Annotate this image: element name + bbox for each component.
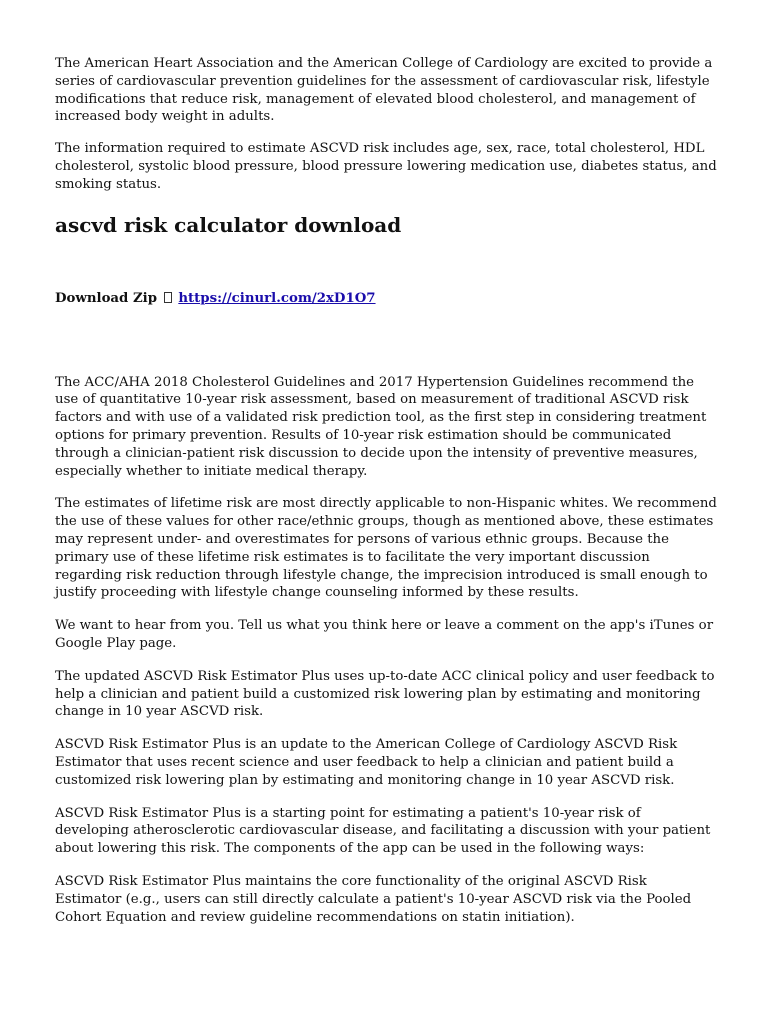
intro-paragraph-2: The information required to estimate ASCVD risk includes age, sex, race, total cholesterol, HDL cholesterol, systolic blood pressure, blood pressure lowering medication use, diabetes status, and smoking status. <box>55 141 717 192</box>
body-paragraph-6: ASCVD Risk Estimator Plus is a starting point for estimating a patient's 10-year risk of developing atherosclerotic cardiovascular disease, and facilitating a discussion with your patient about lowering this risk. The components of the app can be used in the following ways: <box>55 805 711 857</box>
download-label: Download Zip <box>55 290 158 306</box>
body-paragraph-1: The ACC/AHA 2018 Cholesterol Guidelines and 2017 Hypertension Guidelines recommend the use of quantitative 10-year risk assessment, based on measurement of traditional ASCVD risk factors and with use of a validated risk prediction tool, as the first step in considering treatment options for primary prevention. Results of 10-year risk estimation should be communicated through a clinician-patient risk discussion to decide upon the intensity of preventive measures, especially whether to initiate medical therapy. <box>55 374 707 479</box>
box-glyph-icon <box>164 292 172 303</box>
document-page <box>55 55 717 941</box>
body-paragraph-4: The updated ASCVD Risk Estimator Plus uses up-to-date ACC clinical policy and user feedback to help a clinician and patient build a customized risk lowering plan by estimating and monitoring change in 10 year ASCVD risk. <box>55 668 715 720</box>
body-paragraph-3: We want to hear from you. Tell us what you think here or leave a comment on the app's iTunes or Google Play page. <box>55 618 714 651</box>
body-paragraph-2: The estimates of lifetime risk are most directly applicable to non-Hispanic whites. We recommend the use of these values for other race/ethnic groups, though as mentioned above, these estimates may represent under- and overestimates for persons of various ethnic groups. Because the primary use of these lifetime risk estimates is to facilitate the very important discussion regarding risk reduction through lifestyle change, the imprecision introduced is small enough to justify proceeding with lifestyle change counseling informed by these results. <box>55 496 717 601</box>
body-paragraph-7: ASCVD Risk Estimator Plus maintains the core functionality of the original ASCVD Risk Estimator (e.g., users can still directly calculate a patient's 10-year ASCVD risk via the Pooled Cohort Equation and review guideline recommendations on statin initiation). <box>55 873 692 925</box>
download-link[interactable]: https://cinurl.com/2xD1O7 <box>178 290 376 306</box>
spacer <box>55 308 717 374</box>
page-heading: ascvd risk calculator download <box>55 212 402 237</box>
download-line <box>55 290 717 308</box>
intro-paragraph-1: The American Heart Association and the American College of Cardiology are excited to provide a series of cardiovascular prevention guidelines for the assessment of cardiovascular risk, lifestyle modifications that reduce risk, management of elevated blood cholesterol, and management of increased body weight in adults. <box>55 56 713 125</box>
body-paragraph-5: ASCVD Risk Estimator Plus is an update to the American College of Cardiology ASCVD Risk Estimator that uses recent science and user feedback to help a clinician and patient build a customized risk lowering plan by estimating and monitoring change in 10 year ASCVD risk. <box>55 737 678 788</box>
